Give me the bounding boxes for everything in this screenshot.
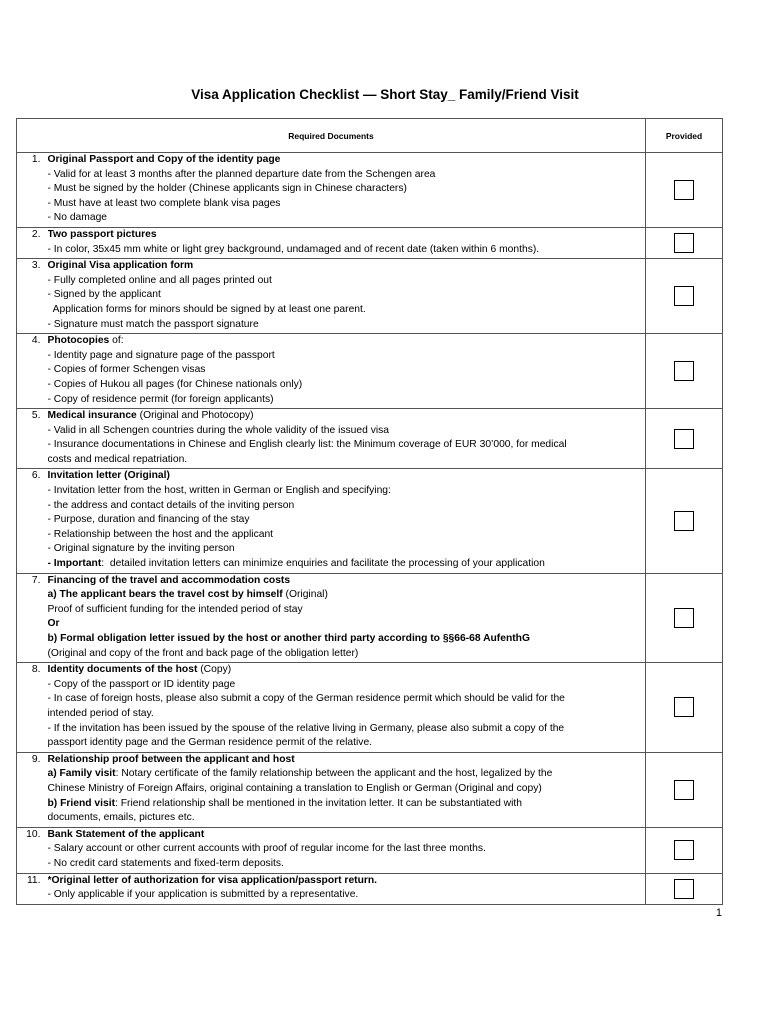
- item-line-text: costs and medical repatriation.: [47, 453, 188, 465]
- item-line-text: - Salary account or other current accounts with proof of regular income for the last three months.: [47, 843, 486, 855]
- item-line: [48, 722, 646, 737]
- item-line-bold: - Important: [47, 558, 102, 570]
- item-line-text: passport identity page and the German residence permit of the relative.: [47, 737, 373, 749]
- item-line-text: intended period of stay.: [47, 707, 154, 719]
- item-line-bold: b) Friend visit: [47, 797, 116, 809]
- item-line: [48, 617, 646, 632]
- item-line-text: Chinese Ministry of Foreign Affairs, original containing a translation to English or German (Original and copy): [47, 782, 542, 794]
- item-line-text: - Must have at least two complete blank visa pages: [47, 197, 281, 209]
- item-line: [48, 393, 646, 408]
- item-description: [46, 153, 646, 228]
- item-line-text: - In case of foreign hosts, please also submit a copy of the German residence permit which should be valid for the: [47, 693, 565, 705]
- provided-header: Provided: [646, 119, 723, 153]
- item-line: [48, 243, 646, 258]
- item-description: [46, 873, 646, 904]
- item-line: [48, 797, 646, 812]
- item-line-bold: Financing of the travel and accommodation costs: [47, 574, 291, 586]
- item-line: [48, 211, 646, 226]
- checklist-row: [17, 663, 723, 753]
- item-line-text: - Only applicable if your application is submitted by a representative.: [47, 889, 359, 901]
- item-description: [46, 752, 646, 827]
- item-line-text: : Friend relationship shall be mentioned in the invitation letter. It can be substantiated with: [115, 797, 522, 809]
- item-line-text: - Fully completed online and all pages printed out: [47, 274, 272, 286]
- provided-cell: [646, 227, 723, 258]
- item-line-bold: Medical insurance: [47, 410, 137, 422]
- item-line-text: - Signature must match the passport signature: [47, 318, 259, 330]
- required-documents-header: Required Documents: [17, 119, 646, 153]
- page-number: 1: [715, 907, 722, 919]
- provided-checkbox[interactable]: [674, 608, 694, 628]
- item-line-bold: Photocopies: [47, 335, 110, 347]
- item-number: 1.: [17, 153, 46, 228]
- item-line-text: - Insurance documentations in Chinese and English clearly list: the Minimum coverage of EUR 30’000, for medical: [47, 439, 567, 451]
- item-number: 10.: [17, 827, 46, 873]
- item-line-text: (Original and copy of the front and back page of the obligation letter): [47, 647, 359, 659]
- provided-cell: [646, 153, 723, 228]
- item-line-text: - Copies of former Schengen visas: [47, 364, 206, 376]
- item-description: [46, 663, 646, 753]
- provided-cell: [646, 334, 723, 409]
- table-header-row: [17, 119, 723, 153]
- item-line: [48, 574, 646, 589]
- item-number: 11.: [17, 873, 46, 904]
- item-line-bold: Original Visa application form: [47, 260, 194, 272]
- item-line: [48, 513, 646, 528]
- provided-checkbox[interactable]: [674, 180, 694, 200]
- item-line-text: : detailed invitation letters can minimize enquiries and facilitate the processing of your application: [101, 558, 545, 570]
- item-number: 9.: [17, 752, 46, 827]
- item-number: 5.: [17, 409, 46, 469]
- item-line: [48, 647, 646, 662]
- item-line: [48, 424, 646, 439]
- checklist-row: [17, 227, 723, 258]
- item-line: [48, 603, 646, 618]
- item-line: [48, 197, 646, 212]
- checklist-row: [17, 752, 723, 827]
- provided-cell: [646, 259, 723, 334]
- checklist-row: [17, 873, 723, 904]
- item-line: [48, 349, 646, 364]
- item-line: [48, 842, 646, 857]
- item-number: 6.: [17, 469, 46, 573]
- checklist-body: [17, 153, 723, 905]
- item-line: [48, 378, 646, 393]
- provided-checkbox[interactable]: [674, 361, 694, 381]
- item-line-bold: b) Formal obligation letter issued by the host or another third party according to §§66-68 AufenthG: [47, 633, 530, 644]
- item-line: [48, 153, 646, 168]
- item-line: [48, 259, 646, 274]
- provided-checkbox[interactable]: [674, 697, 694, 717]
- item-line: [48, 557, 646, 572]
- provided-cell: [646, 827, 723, 873]
- item-line: [48, 632, 646, 647]
- item-line-text: : Notary certificate of the family relationship between the applicant and the host, legalized by the: [115, 768, 553, 780]
- item-line: [48, 767, 646, 782]
- item-line-bold: a) The applicant bears the travel cost by himself: [47, 589, 283, 601]
- item-line: [48, 663, 646, 678]
- provided-checkbox[interactable]: [674, 780, 694, 800]
- item-line-text: - Relationship between the host and the applicant: [47, 528, 274, 540]
- item-line: [48, 888, 646, 903]
- provided-checkbox[interactable]: [674, 233, 694, 253]
- item-line-bold: a) Family visit: [47, 768, 116, 780]
- item-line-bold: *Original letter of authorization for visa application/passport return.: [47, 874, 378, 886]
- item-description: [46, 409, 646, 469]
- item-line: [48, 469, 646, 484]
- item-line-text: Proof of sufficient funding for the intended period of stay: [47, 603, 303, 615]
- item-line: [48, 753, 646, 768]
- item-description: [46, 469, 646, 573]
- item-line: [48, 692, 646, 707]
- item-description: [46, 227, 646, 258]
- item-line-text: - Original signature by the inviting person: [47, 543, 235, 555]
- checklist-row: [17, 573, 723, 663]
- item-line: [48, 363, 646, 378]
- item-line-text: - If the invitation has been issued by the spouse of the relative living in Germany, please also submit a copy of the: [47, 722, 565, 734]
- item-line-text: - Must be signed by the holder (Chinese applicants sign in Chinese characters): [47, 183, 407, 195]
- item-line: [48, 857, 646, 872]
- item-line: [48, 811, 646, 826]
- item-line: [48, 484, 646, 499]
- item-line: [48, 542, 646, 557]
- checklist-row: [17, 259, 723, 334]
- item-line: [48, 168, 646, 183]
- item-line-text: - Invitation letter from the host, written in German or English and specifying:: [47, 485, 391, 497]
- provided-cell: [646, 573, 723, 663]
- item-line-text: - Identity page and signature page of the passport: [47, 349, 275, 361]
- item-line-bold: Two passport pictures: [47, 228, 157, 240]
- item-number: 7.: [17, 573, 46, 663]
- item-line: [48, 782, 646, 797]
- item-line-text: (Original and Photocopy): [136, 410, 254, 422]
- item-line-bold: Invitation letter (Original): [47, 470, 170, 482]
- item-line: [48, 678, 646, 693]
- checklist-row: [17, 153, 723, 228]
- item-line-text: (Copy): [197, 664, 232, 676]
- provided-cell: [646, 663, 723, 753]
- provided-cell: [646, 752, 723, 827]
- provided-cell: [646, 873, 723, 904]
- checklist-row: [17, 334, 723, 409]
- item-line-text: - Signed by the applicant: [47, 289, 161, 301]
- provided-checkbox[interactable]: [674, 286, 694, 306]
- item-line-text: documents, emails, pictures etc.: [47, 812, 195, 824]
- item-line-bold: Original Passport and Copy of the identity page: [47, 154, 281, 165]
- item-line-bold: Relationship proof between the applicant and host: [47, 753, 295, 765]
- item-number: 2.: [17, 227, 46, 258]
- provided-cell: [646, 409, 723, 469]
- item-line-text: - Valid for at least 3 months after the planned departure date from the Schengen area: [47, 168, 436, 180]
- item-line: [48, 828, 646, 843]
- item-description: [46, 827, 646, 873]
- item-line-text: (Original): [282, 589, 328, 601]
- item-description: [46, 334, 646, 409]
- item-line: [48, 228, 646, 243]
- item-line-text: - the address and contact details of the inviting person: [47, 499, 295, 511]
- page-title: Visa Application Checklist — Short Stay_ Family/Friend Visit: [191, 87, 579, 102]
- item-line: [48, 438, 646, 453]
- item-line-text: of:: [109, 335, 124, 347]
- item-line: [48, 334, 646, 349]
- provided-checkbox[interactable]: [674, 879, 694, 899]
- item-line: [48, 528, 646, 543]
- item-line: [48, 318, 646, 333]
- provided-cell: [646, 469, 723, 573]
- item-line: [48, 453, 646, 468]
- item-number: 3.: [17, 259, 46, 334]
- item-line-bold: Or: [47, 618, 60, 630]
- item-line: [48, 736, 646, 751]
- item-line: [48, 707, 646, 722]
- item-line: [48, 182, 646, 197]
- provided-checkbox[interactable]: [674, 429, 694, 449]
- item-line: [48, 288, 646, 303]
- item-line-text: - Copy of residence permit (for foreign applicants): [47, 393, 274, 405]
- checklist-row: [17, 409, 723, 469]
- item-line-text: - In color, 35x45 mm white or light grey background, undamaged and of recent date (taken within 6 months).: [47, 243, 540, 255]
- item-line-text: - Valid in all Schengen countries during the whole validity of the issued visa: [47, 424, 390, 436]
- item-line-text: - No credit card statements and fixed-term deposits.: [47, 857, 284, 869]
- checklist-table: [16, 118, 723, 905]
- item-line-bold: Identity documents of the host: [47, 664, 198, 676]
- item-line: [48, 874, 646, 889]
- item-number: 8.: [17, 663, 46, 753]
- item-line: [48, 499, 646, 514]
- item-description: [46, 573, 646, 663]
- checklist-row: [17, 469, 723, 573]
- item-line: [48, 303, 646, 318]
- item-line: [48, 274, 646, 289]
- item-line-bold: Bank Statement of the applicant: [47, 828, 205, 840]
- item-line: [48, 409, 646, 424]
- item-number: 4.: [17, 334, 46, 409]
- provided-checkbox[interactable]: [674, 511, 694, 531]
- item-line-text: - Purpose, duration and financing of the stay: [47, 514, 250, 526]
- provided-checkbox[interactable]: [674, 840, 694, 860]
- item-line-text: Application forms for minors should be signed by at least one parent.: [47, 303, 366, 315]
- checklist-row: [17, 827, 723, 873]
- item-line-text: - No damage: [47, 212, 108, 224]
- item-line: [48, 588, 646, 603]
- item-line-text: - Copy of the passport or ID identity page: [47, 678, 236, 690]
- item-line-text: - Copies of Hukou all pages (for Chinese nationals only): [47, 378, 303, 390]
- item-description: [46, 259, 646, 334]
